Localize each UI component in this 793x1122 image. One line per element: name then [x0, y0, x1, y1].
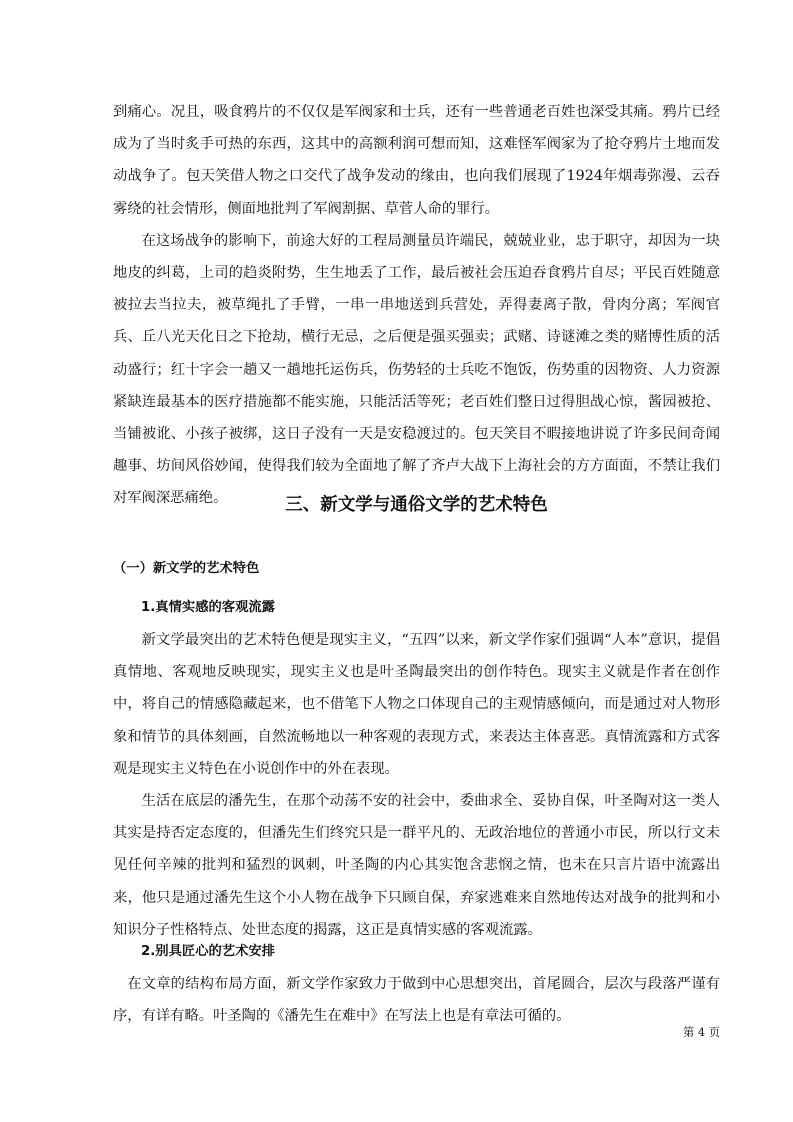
paragraph: 到痛心。况且，吸食鸦片的不仅仅是军阀家和士兵，还有一些普通老百姓也深受其痛。鸦片已经成为了当时炙手可热的东西，这其中的高额利润可想而知，这难怪军阀家为了抢夺鸦片土地而发动战争了。包天笑借人物之口交代了战争发动的缘由，也向我们展现了1924年烟毒弥漫、云吞雾绕的社会情形，侧面地批判了军阀割据、草菅人命的罪行。 — [113, 104, 720, 217]
body-text-top — [113, 96, 720, 515]
paragraph: 在这场战争的影响下，前途大好的工程局测量员许端民，兢兢业业，忠于职守，却因为一块地皮的纠葛，上司的趋炎附势，生生地丢了工作，最后被社会压迫吞食鸦片自尽；平民百姓随意被拉去当拉夫，被草绳扎了手臂，一串一串地送到兵营处，弄得妻离子散，骨肉分离；军阀官兵、丘八光天化日之下抢劫，横行无忌，之后便是强买强卖；武赌、诗谜滩之类的赌博性质的活动盛行；红十字会一趟又一趟地托运伤兵，伤势轻的士兵吃不饱饭，伤势重的因物资、人力资源紧缺连最基本的医疗措施都不能实施，只能活活等死；老百姓们整日过得胆战心惊，酱园被抢、当铺被讹、小孩子被绑，这日子没有一天是安稳渡过的。包天笑目不暇接地讲说了许多民间奇闻趣事、坊间风俗妙闻，使得我们较为全面地了解了齐卢大战下上海社会的方方面面，不禁让我们对军阀深恶痛绝。 — [113, 232, 720, 507]
section-title: 三、新文学与通俗文学的艺术特色 — [285, 495, 548, 515]
subsection-subheading: 2.别具匠心的艺术安排 — [141, 944, 275, 959]
body-text-section-1 — [113, 624, 720, 946]
paragraph: 新文学最突出的艺术特色便是现实主义，“五四”以来，新文学作家们强调“人本”意识，提倡真情地、客观地反映现实，现实主义也是叶圣陶最突出的创作特色。现实主义就是作者在创作中，将自己的情感隐藏起来，也不借笔下人物之口体现自己的主观情感倾向，而是通过对人物形象和情节的具体刻画，自然流畅地以一种客观的表现方式，来表达主体喜恶。真情流露和方式客观是现实主义特色在小说创作中的外在表现。 — [113, 632, 720, 777]
page-number: 第 4 页 — [683, 1026, 720, 1039]
paragraph: 生活在底层的潘先生，在那个动荡不安的社会中，委曲求全、妥协自保，叶圣陶对这一类人其实是持否定态度的，但潘先生们终究只是一群平凡的、无政治地位的普通小市民，所以行文未见任何辛辣的批判和猛烈的讽刺，叶圣陶的内心其实饱含悲悯之情，也未在只言片语中流露出来，他只是通过潘先生这个小人物在战争下只顾自保，弃家逃难来自然地传达对战争的批判和小知识分子性格特点、处世态度的揭露，这正是真情实感的客观流露。 — [113, 793, 720, 938]
body-text-section-2 — [113, 968, 720, 1032]
subsection-subheading: 1.真情实感的客观流露 — [141, 600, 275, 615]
subsection-heading: （一）新文学的艺术特色 — [113, 561, 260, 576]
paragraph: 在文章的结构布局方面，新文学作家致力于做到中心思想突出，首尾圆合，层次与段落严谨有序，有详有略。叶圣陶的《潘先生在难中》在写法上也是有章法可循的。 — [113, 976, 720, 1025]
